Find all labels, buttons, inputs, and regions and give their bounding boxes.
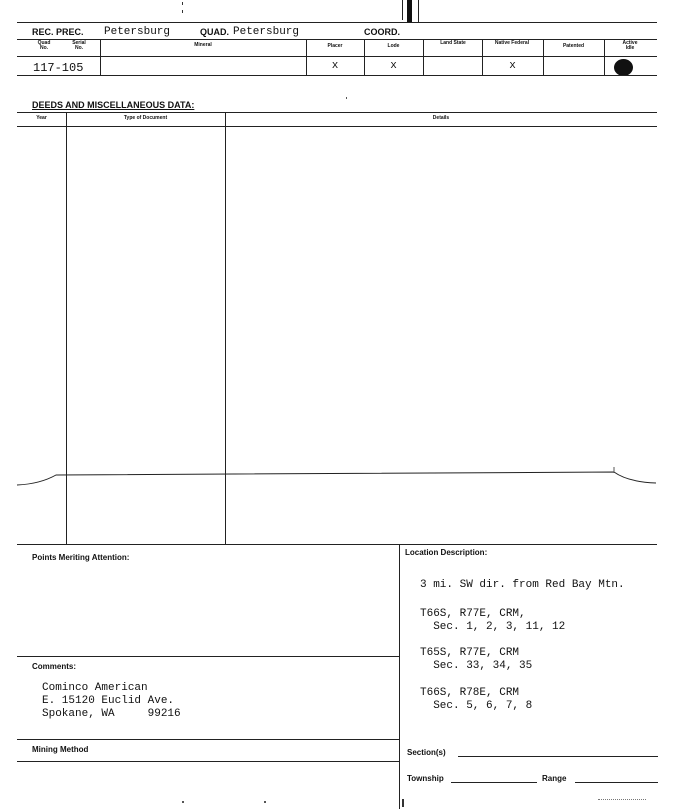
range-field-line (575, 782, 658, 783)
location-block3: T66S, R78E, CRM Sec. 5, 6, 7, 8 (420, 687, 533, 712)
header-col-divider (306, 39, 307, 75)
header-col-divider (364, 39, 365, 75)
quad-serial-value: 117-105 (33, 61, 84, 75)
native-federal-value: x (509, 60, 516, 72)
points-rule (17, 656, 399, 657)
col-serial-no: Serial No. (72, 40, 86, 51)
coord-label: COORD. (364, 27, 400, 37)
header-rule (17, 39, 657, 40)
header-col-divider (482, 39, 483, 75)
placer-value: x (331, 60, 339, 72)
scan-mark (182, 2, 183, 5)
location-label: Location Description: (405, 548, 488, 557)
header-col-divider (604, 39, 605, 75)
header-col-divider (423, 39, 424, 75)
col-native-federal: Native Federal (494, 40, 530, 46)
col-year: Year (36, 115, 47, 121)
scan-mark (598, 799, 646, 800)
comments-rule (17, 739, 399, 740)
col-details: Details (432, 115, 450, 121)
scan-mark (402, 0, 403, 20)
scan-mark (402, 799, 410, 807)
township-field-line (451, 782, 537, 783)
scan-mark (418, 0, 419, 22)
township-label: Township (407, 774, 444, 783)
comments-label: Comments: (32, 662, 77, 671)
scan-mark (346, 97, 347, 99)
col-type-of-document: Type of Document (123, 115, 168, 121)
lode-value: x (390, 60, 397, 72)
quad-label: QUAD. (200, 27, 229, 37)
scan-mark (264, 801, 266, 803)
col-active-idle: Active Idle (622, 40, 638, 51)
col-quad-no: Quad No. (37, 40, 51, 51)
mining-method-rule (17, 761, 399, 762)
col-land-state: Land State (440, 40, 466, 46)
section-field-line (458, 756, 658, 757)
points-label: Points Meriting Attention: (32, 553, 130, 562)
col-lode: Lode (387, 43, 400, 49)
col-mineral: Mineral (194, 42, 212, 48)
rec-prec-value: Petersburg (104, 26, 171, 38)
col-header-rule (17, 56, 657, 57)
deeds-header-rule (17, 126, 657, 127)
section-label: Section(s) (407, 748, 446, 757)
quad-value: Petersburg (233, 26, 300, 38)
range-label: Range (542, 774, 567, 783)
page-fold-line (0, 465, 678, 495)
mining-method-label: Mining Method (32, 745, 89, 754)
header-col-divider (543, 39, 544, 75)
lower-center-divider (399, 544, 400, 809)
lower-top-rule (17, 544, 657, 545)
comments-text: Cominco American E. 15120 Euclid Ave. Spokane, WA 99216 (42, 682, 181, 720)
deeds-title: DEEDS AND MISCELLANEOUS DATA: (32, 100, 195, 110)
deeds-top-rule (17, 112, 657, 113)
record-rule (17, 75, 657, 76)
col-patented: Patented (562, 43, 585, 49)
location-block2: T65S, R77E, CRM Sec. 33, 34, 35 (420, 647, 533, 672)
location-line1: 3 mi. SW dir. from Red Bay Mtn. (420, 579, 625, 591)
rec-prec-label: REC. PREC. (32, 27, 84, 37)
scan-mark (407, 0, 412, 22)
col-placer: Placer (327, 43, 343, 49)
scan-mark (182, 10, 183, 13)
active-status-dot (614, 59, 633, 76)
header-top-rule (17, 22, 657, 23)
header-col-divider (100, 39, 101, 75)
location-block1: T66S, R77E, CRM, Sec. 1, 2, 3, 11, 12 (420, 608, 566, 633)
scan-mark (182, 801, 184, 803)
